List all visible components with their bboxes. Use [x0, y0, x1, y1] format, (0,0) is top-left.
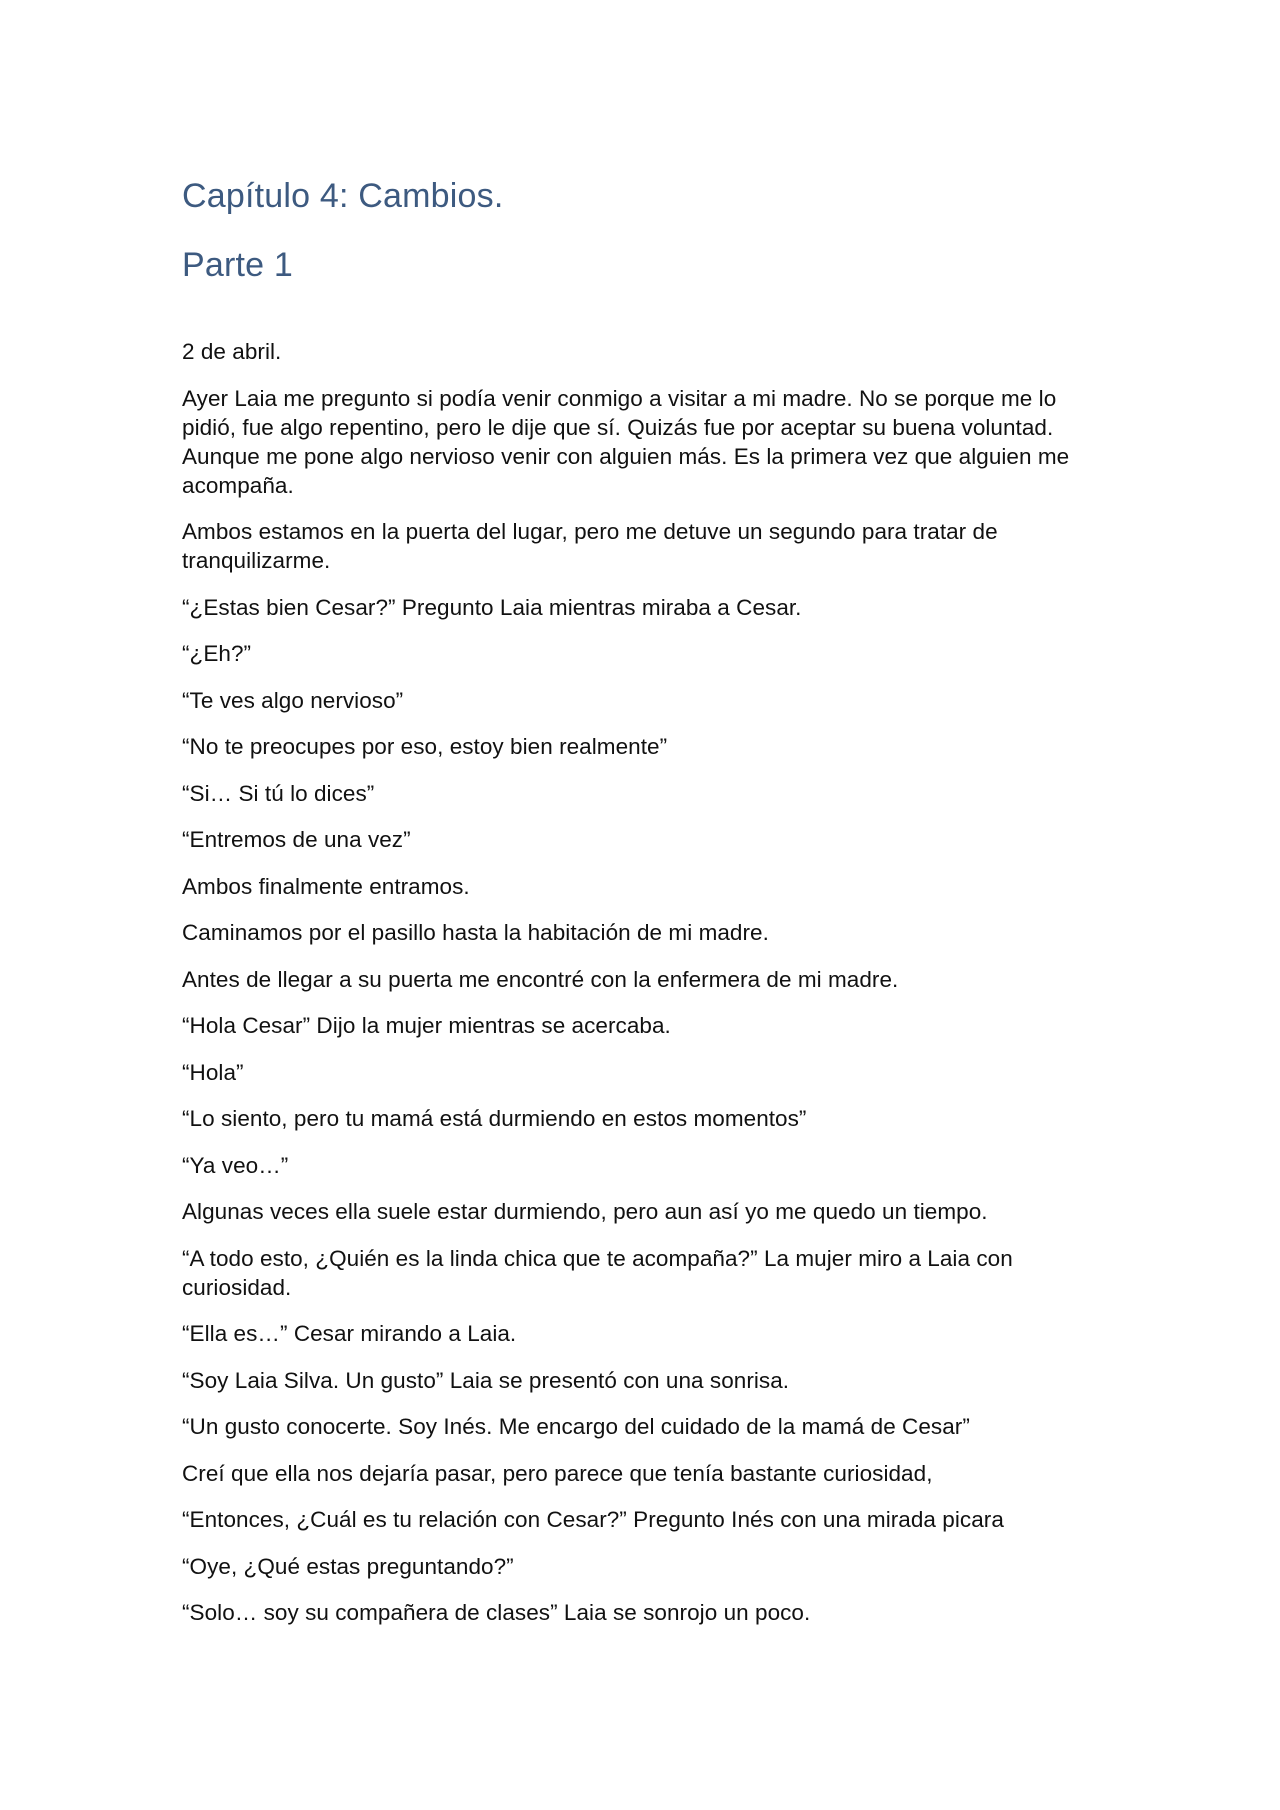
paragraph: Creí que ella nos dejaría pasar, pero parece que tenía bastante curiosidad, [182, 1460, 933, 1486]
paragraph: “No te preocupes por eso, estoy bien realmente” [182, 734, 668, 759]
paragraph: “Si… Si tú lo dices” [182, 780, 375, 806]
paragraph: Caminamos por el pasillo hasta la habitación de mi madre. [182, 920, 769, 945]
paragraph: 2 de abril. [182, 339, 282, 364]
paragraph: “Te ves algo nervioso” [182, 687, 404, 713]
paragraph: “Ya veo…” [182, 1152, 289, 1178]
paragraph: “Hola” [182, 1059, 244, 1085]
paragraph: Ambos finalmente entramos. [182, 873, 470, 899]
page-content [182, 176, 1102, 1645]
paragraph: Algunas veces ella suele estar durmiendo, pero aun así yo me quedo un tiempo. [182, 1199, 988, 1224]
body-text [182, 337, 1102, 1627]
paragraph: “¿Eh?” [182, 641, 252, 666]
paragraph: Ambos estamos en la puerta del lugar, pero me detuve un segundo para tratar de tranquilizarme. [182, 519, 998, 573]
paragraph: “Lo siento, pero tu mamá está durmiendo en estos momentos” [182, 1106, 807, 1131]
paragraph: “Soy Laia Silva. Un gusto” Laia se presentó con una sonrisa. [182, 1367, 790, 1393]
paragraph: “Hola Cesar” Dijo la mujer mientras se acercaba. [182, 1013, 671, 1038]
paragraph: “Entremos de una vez” [182, 827, 411, 852]
chapter-title: Capítulo 4: Cambios. [182, 177, 504, 215]
paragraph: “Ella es…” Cesar mirando a Laia. [182, 1321, 517, 1346]
paragraph: Antes de llegar a su puerta me encontré con la enfermera de mi madre. [182, 966, 899, 992]
paragraph: “Entonces, ¿Cuál es tu relación con Cesar?” Pregunto Inés con una mirada picara [182, 1507, 1004, 1532]
paragraph: “Oye, ¿Qué estas preguntando?” [182, 1553, 514, 1579]
paragraph: “A todo esto, ¿Quién es la linda chica que te acompaña?” La mujer miro a Laia con curiosidad. [182, 1245, 1013, 1300]
part-title: Parte 1 [182, 246, 294, 284]
paragraph: “Un gusto conocerte. Soy Inés. Me encargo del cuidado de la mamá de Cesar” [182, 1414, 970, 1439]
paragraph: “Solo… soy su compañera de clases” Laia se sonrojo un poco. [182, 1600, 811, 1625]
paragraph: “¿Estas bien Cesar?” Pregunto Laia mientras miraba a Cesar. [182, 594, 802, 620]
paragraph: Ayer Laia me pregunto si podía venir conmigo a visitar a mi madre. No se porque me lo pidió, fue algo repentino, pero le dije que sí. Quizás fue por aceptar su buena voluntad. Aunque me pone algo nervioso venir con alguien más. Es la primera vez que alguien me acompaña. [182, 385, 1070, 498]
